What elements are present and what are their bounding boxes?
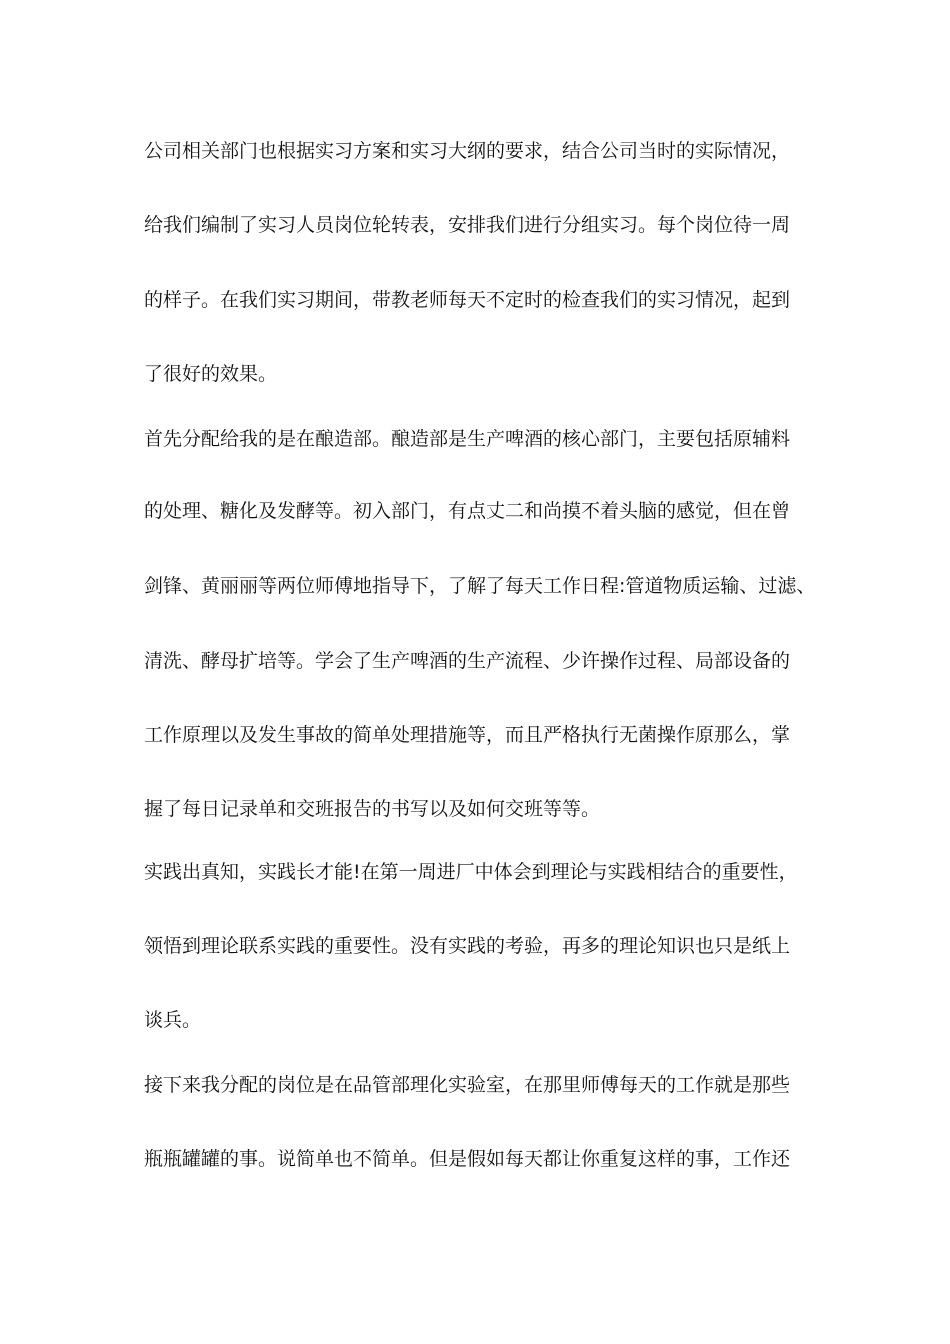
paragraph-2-line-2: 的处理、糖化及发酵等。初入部门，有点丈二和尚摸不着头脑的感觉，但在曾	[144, 500, 791, 522]
paragraph-1-line-2: 给我们编制了实习人员岗位轮转表，安排我们进行分组实习。每个岗位待一周	[144, 214, 791, 236]
paragraph-1-line-1: 公司相关部门也根据实习方案和实习大纲的要求，结合公司当时的实际情况，	[144, 140, 791, 162]
paragraph-2-line-5: 工作原理以及发生事故的简单处理措施等，而且严格执行无菌操作原那么，掌	[144, 724, 791, 746]
paragraph-2-line-1: 首先分配给我的是在酿造部。酿造部是生产啤酒的核心部门，主要包括原辅料	[144, 428, 791, 450]
paragraph-3-line-3: 谈兵。	[144, 1009, 202, 1031]
paragraph-2-line-3: 剑锋、黄丽丽等两位师傅地指导下，了解了每天工作日程:管道物质运输、过滤、	[144, 575, 816, 597]
paragraph-2-line-6: 握了每日记录单和交班报告的书写以及如何交班等等。	[144, 798, 601, 820]
paragraph-3-line-2: 领悟到理论联系实践的重要性。没有实践的考验，再多的理论知识也只是纸上	[144, 935, 791, 957]
paragraph-4-line-1: 接下来我分配的岗位是在品管部理化实验室，在那里师傅每天的工作就是那些	[144, 1074, 791, 1096]
paragraph-3-line-1: 实践出真知，实践长才能!在第一周进厂中体会到理论与实践相结合的重要性，	[144, 861, 798, 883]
paragraph-2-line-4: 清洗、酵母扩培等。学会了生产啤酒的生产流程、少许操作过程、局部设备的	[144, 650, 791, 672]
paragraph-4-line-2: 瓶瓶罐罐的事。说简单也不简单。但是假如每天都让你重复这样的事，工作还	[144, 1148, 791, 1170]
paragraph-1-line-3: 的样子。在我们实习期间，带教老师每天不定时的检查我们的实习情况，起到	[144, 289, 791, 311]
paragraph-1-line-4: 了很好的效果。	[144, 363, 278, 385]
